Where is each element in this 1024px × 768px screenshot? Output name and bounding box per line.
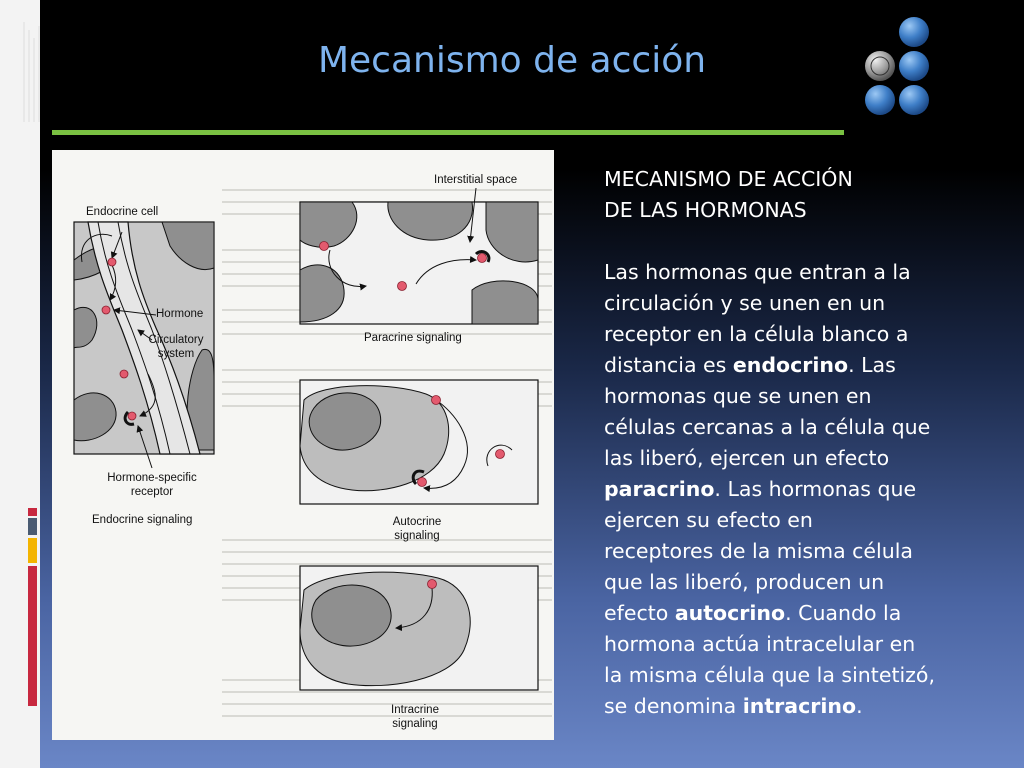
body-line <box>604 257 1014 288</box>
body-line <box>604 350 1014 381</box>
body-line <box>604 505 1014 536</box>
bold-term: endocrino <box>732 353 849 377</box>
body-line <box>604 691 1014 722</box>
bold-term: paracrino <box>604 477 715 501</box>
strip-block-slate <box>28 518 37 535</box>
body-text-segment: que las liberó, producen un <box>604 570 885 594</box>
body-line <box>604 536 1014 567</box>
label-autocrine-signaling <box>372 516 462 544</box>
body-text-segment: hormona actúa intracelular en <box>604 632 916 656</box>
label-circulatory-system <box>140 334 212 362</box>
body-text-segment: ejercen su efecto en <box>604 508 813 532</box>
label-hormone-specific-receptor <box>90 472 214 500</box>
label-circulatory-line1: Circulatory <box>148 334 204 346</box>
body-text-segment: . Las <box>848 353 896 377</box>
bold-term: intracrino <box>742 694 857 718</box>
heading-line-1: MECANISMO DE ACCIÓN <box>604 167 853 191</box>
slide-title: Mecanismo de acción <box>317 40 707 81</box>
label-receptor-line2: receptor <box>130 485 174 498</box>
body-line <box>604 629 1014 660</box>
body-text-segment: la misma célula que la sintetizó, <box>604 663 935 687</box>
body-text-segment: . Las hormonas que <box>714 477 917 501</box>
label-intracrine-line1: Intracrine <box>391 704 439 716</box>
body-line <box>604 319 1014 350</box>
explanation-text <box>604 164 1014 722</box>
body-text-segment: . Cuando la <box>785 601 902 625</box>
intracrine-panel <box>300 566 538 690</box>
strip-block-red <box>28 508 37 516</box>
body-line <box>604 288 1014 319</box>
body-line <box>604 660 1014 691</box>
body-text-segment: hormonas que se unen en <box>604 384 872 408</box>
label-interstitial-space: Interstitial space <box>434 174 518 186</box>
strip-block-yellow <box>28 538 37 563</box>
title-underline <box>52 130 844 135</box>
paracrine-panel <box>300 188 538 324</box>
hormone-signaling-figure <box>52 150 554 740</box>
body-text-segment: Las hormonas que entran a la <box>604 260 911 284</box>
strip-block-red-long <box>28 566 37 706</box>
label-endocrine-signaling: Endocrine signaling <box>92 514 193 526</box>
spheres-logo-icon <box>862 14 942 124</box>
label-autocrine-line1: Autocrine <box>392 516 442 528</box>
body-line <box>604 598 1014 629</box>
label-receptor-line1: Hormone-specific <box>107 472 197 484</box>
label-hormone: Hormone <box>156 308 204 320</box>
heading-line-2: DE LAS HORMONAS <box>604 198 807 222</box>
label-intracrine-line2: signaling <box>392 717 438 730</box>
body-line <box>604 381 1014 412</box>
body-text-segment: células cercanas a la célula que <box>604 415 931 439</box>
body-text-segment: efecto <box>604 601 675 625</box>
paragraph-gap <box>604 226 1014 257</box>
signaling-diagram <box>52 150 554 740</box>
label-intracrine-signaling <box>370 704 460 732</box>
label-circulatory-line2: system <box>157 347 195 360</box>
body-text-segment: se denomina <box>604 694 743 718</box>
bold-term: autocrino <box>674 601 786 625</box>
body-paragraph <box>604 257 1014 722</box>
label-endocrine-cell: Endocrine cell <box>86 206 159 218</box>
body-line <box>604 474 1014 505</box>
body-text-segment: distancia es <box>604 353 733 377</box>
label-autocrine-line2: signaling <box>394 529 440 542</box>
label-paracrine-signaling: Paracrine signaling <box>364 332 462 344</box>
body-text-segment: circulación y se unen en un <box>604 291 886 315</box>
body-text-segment: . <box>856 694 863 718</box>
body-text-segment: las liberó, ejercen un efecto <box>604 446 890 470</box>
body-text-segment: receptor en la célula blanco a <box>604 322 909 346</box>
body-line <box>604 443 1014 474</box>
body-line <box>604 567 1014 598</box>
hormone-dots-intracrine <box>428 580 437 589</box>
body-text-segment: receptores de la misma célula <box>604 539 913 563</box>
body-line <box>604 412 1014 443</box>
